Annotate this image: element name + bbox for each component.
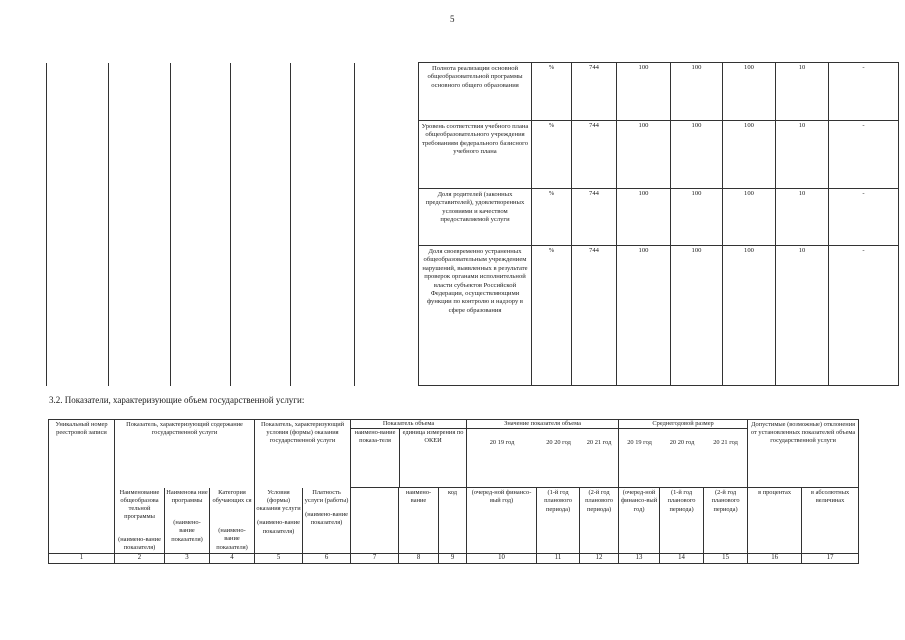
column-number: 5 bbox=[255, 553, 303, 563]
value-year-3: 100 bbox=[723, 246, 776, 386]
empty-cell bbox=[109, 246, 171, 386]
header-unique-number: Уникальный номер реестровой записи bbox=[49, 420, 115, 554]
empty-cell bbox=[291, 246, 355, 386]
empty-cell bbox=[355, 63, 419, 121]
unit-cell: % bbox=[532, 63, 572, 121]
value-year-2: 100 bbox=[671, 121, 723, 189]
empty-cell bbox=[171, 63, 231, 121]
column-number: 4 bbox=[210, 553, 255, 563]
okei-code-cell: 744 bbox=[572, 63, 617, 121]
price-note-2: (1-й год планового периода) bbox=[660, 488, 704, 554]
okei-code-cell: 744 bbox=[572, 189, 617, 246]
empty-cell bbox=[355, 121, 419, 189]
empty-cell bbox=[109, 189, 171, 246]
header-volume-values bbox=[467, 420, 619, 488]
sub-unit-name: наимено-вание bbox=[399, 488, 439, 554]
quality-row bbox=[47, 189, 899, 246]
column-number: 12 bbox=[580, 553, 619, 563]
year-2: 20 20 год bbox=[546, 439, 571, 447]
value-year-1: 100 bbox=[617, 246, 671, 386]
sub-vol-name-empty bbox=[351, 488, 399, 554]
volume-unit-of-measure: единица измерения по ОКЕИ bbox=[402, 429, 464, 445]
column-number: 10 bbox=[467, 553, 537, 563]
price-note-3: (2-й год планового периода) bbox=[704, 488, 748, 554]
empty-cell bbox=[231, 246, 291, 386]
value-year-3: 100 bbox=[723, 121, 776, 189]
average-price-title: Среднегодовой размер bbox=[619, 420, 747, 429]
quality-row bbox=[47, 121, 899, 189]
value-year-2: 100 bbox=[671, 246, 723, 386]
sub-category bbox=[210, 488, 255, 554]
sub-note: (наимено-вание показателя) bbox=[305, 511, 348, 527]
empty-cell bbox=[291, 63, 355, 121]
empty-cell bbox=[231, 63, 291, 121]
volume-indicator-title: Показатель объема bbox=[351, 420, 466, 429]
column-number: 11 bbox=[537, 553, 580, 563]
price-note-1: (очеред-ной финансо-вый год) bbox=[619, 488, 660, 554]
value-year-1: 100 bbox=[617, 63, 671, 121]
sub-note: (наимено-вание показателя) bbox=[216, 527, 248, 551]
quality-row bbox=[47, 246, 899, 386]
header-deviations: Допустимые (возможные) отклонения от установленных показателей объема государственной услуги bbox=[748, 420, 859, 488]
sub-conditions bbox=[255, 488, 303, 554]
header-average-price bbox=[619, 420, 748, 488]
price-year-3: 20 21 год bbox=[713, 439, 738, 447]
column-number: 8 bbox=[399, 553, 439, 563]
unit-cell: % bbox=[532, 189, 572, 246]
unit-cell: % bbox=[532, 246, 572, 386]
empty-cell bbox=[47, 121, 109, 189]
price-year-1: 20 19 год bbox=[627, 439, 652, 447]
sub-program-text: Наименова ние программы bbox=[166, 488, 208, 504]
indicator-name: Доля родителей (законных представителей), удовлетворенных условиями и качеством предоставляемой услуги bbox=[419, 189, 532, 246]
volume-values-title: Значение показателя объема bbox=[467, 420, 618, 429]
volume-indicators-table bbox=[48, 419, 859, 564]
sub-conditions-text: Условия (формы) оказания услуги bbox=[256, 488, 301, 513]
column-number: 9 bbox=[439, 553, 467, 563]
deviation-percent: в процентах bbox=[748, 488, 802, 554]
value-year-2: 100 bbox=[671, 63, 723, 121]
deviation-absolute: - bbox=[829, 63, 899, 121]
sub-note: (наимено-вание показателя) bbox=[171, 519, 203, 543]
value-note-3: (2-й год планового периода) bbox=[580, 488, 619, 554]
indicator-name: Полнота реализации основной общеобразовательной программы основного общего образования bbox=[419, 63, 532, 121]
sub-program-name-text: Наименование общеобразова тельной программы bbox=[119, 488, 160, 521]
column-number: 17 bbox=[802, 553, 859, 563]
price-year-2: 20 20 год bbox=[669, 439, 695, 447]
column-number: 2 bbox=[115, 553, 165, 563]
empty-cell bbox=[109, 121, 171, 189]
sub-program bbox=[165, 488, 210, 554]
header-content-indicator: Показатель, характеризующий содержание государственной услуги bbox=[115, 420, 255, 488]
column-number: 3 bbox=[165, 553, 210, 563]
value-year-2: 100 bbox=[671, 189, 723, 246]
value-year-3: 100 bbox=[723, 189, 776, 246]
value-note-1: (очеред-ной финансо-вый год) bbox=[467, 488, 537, 554]
value-year-3: 100 bbox=[723, 63, 776, 121]
value-note-2: (1-й год планового периода) bbox=[537, 488, 580, 554]
column-numbers-row bbox=[49, 553, 859, 563]
column-number: 13 bbox=[619, 553, 660, 563]
deviation-percent: 10 bbox=[776, 121, 829, 189]
okei-code-cell: 744 bbox=[572, 246, 617, 386]
column-number: 1 bbox=[49, 553, 115, 563]
value-year-1: 100 bbox=[617, 121, 671, 189]
sub-payment-text: Платность услуги (работы) bbox=[304, 488, 349, 504]
deviation-percent: 10 bbox=[776, 189, 829, 246]
indicator-name: Уровень соответствия учебного плана общеобразовательного учреждения требованиям федерального базисного учебного плана bbox=[419, 121, 532, 189]
header-volume-indicator bbox=[351, 420, 467, 488]
year-1: 20 19 год bbox=[489, 439, 515, 447]
deviation-absolute: - bbox=[829, 246, 899, 386]
empty-cell bbox=[291, 121, 355, 189]
sub-program-name bbox=[115, 488, 165, 554]
column-number: 14 bbox=[660, 553, 704, 563]
empty-cell bbox=[47, 246, 109, 386]
empty-cell bbox=[47, 63, 109, 121]
sub-note: (наимено-вание показателя) bbox=[118, 535, 161, 551]
empty-cell bbox=[355, 189, 419, 246]
empty-cell bbox=[47, 189, 109, 246]
column-number: 7 bbox=[351, 553, 399, 563]
empty-cell bbox=[171, 189, 231, 246]
empty-cell bbox=[355, 246, 419, 386]
sub-payment bbox=[303, 488, 351, 554]
sub-note: (наимено-вание показателя) bbox=[257, 519, 300, 535]
indicator-name: Доля своевременно устраненных общеобразовательным учреждением нарушений, выявленных в результате проверок органами исполнительной власти субъектов Российской Федерации, осуществляющими функции по контролю и надзору в сфере образования bbox=[419, 246, 532, 386]
deviation-percent: 10 bbox=[776, 246, 829, 386]
deviation-absolute: - bbox=[829, 189, 899, 246]
page-number: 5 bbox=[450, 14, 455, 24]
unit-cell: % bbox=[532, 121, 572, 189]
header-conditions-indicator: Показатель, характеризующий условия (формы) оказания государственной услуги bbox=[255, 420, 351, 488]
empty-cell bbox=[291, 189, 355, 246]
empty-cell bbox=[231, 189, 291, 246]
volume-indicator-name: наимено-вание показа-теля bbox=[351, 429, 400, 487]
deviation-percent: 10 bbox=[776, 63, 829, 121]
empty-cell bbox=[171, 246, 231, 386]
empty-cell bbox=[231, 121, 291, 189]
quality-row bbox=[47, 63, 899, 121]
empty-cell bbox=[171, 121, 231, 189]
year-3: 20 21 год bbox=[586, 439, 612, 447]
value-year-1: 100 bbox=[617, 189, 671, 246]
sub-unit-code: код bbox=[439, 488, 467, 554]
okei-code-cell: 744 bbox=[572, 121, 617, 189]
quality-indicators-table bbox=[46, 62, 899, 386]
deviation-absolute: - bbox=[829, 121, 899, 189]
column-number: 16 bbox=[748, 553, 802, 563]
section-title: 3.2. Показатели, характеризующие объем государственной услуги: bbox=[49, 395, 305, 405]
column-number: 15 bbox=[704, 553, 748, 563]
empty-cell bbox=[109, 63, 171, 121]
sub-category-text: Категория обучающих ся bbox=[212, 488, 252, 504]
deviation-absolute: в абсолютных величинах bbox=[802, 488, 859, 554]
column-number: 6 bbox=[303, 553, 351, 563]
